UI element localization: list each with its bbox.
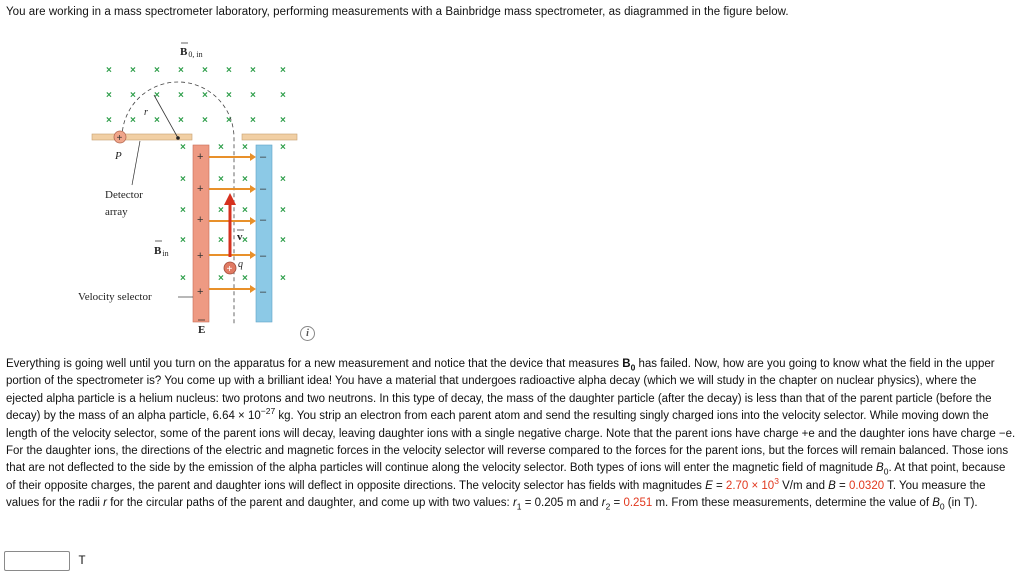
x-mark: × bbox=[106, 115, 112, 126]
velocity-selector-label: Velocity selector bbox=[78, 291, 152, 303]
detector-label-1: Detector bbox=[105, 189, 143, 201]
minus-sign: – bbox=[260, 151, 267, 163]
minus-sign: – bbox=[260, 286, 267, 298]
x-mark: × bbox=[154, 65, 160, 76]
minus-sign: – bbox=[260, 250, 267, 262]
x-mark: × bbox=[250, 65, 256, 76]
x-mark: × bbox=[280, 115, 286, 126]
detector-label-2: array bbox=[105, 206, 128, 218]
x-mark: × bbox=[280, 205, 286, 216]
x-mark: × bbox=[280, 174, 286, 185]
x-mark: × bbox=[218, 205, 224, 216]
field-arrowhead bbox=[250, 285, 256, 293]
r-label: r bbox=[144, 107, 148, 118]
x-mark: × bbox=[242, 142, 248, 153]
p-ion-plus: + bbox=[116, 133, 123, 144]
x-mark: × bbox=[242, 174, 248, 185]
answer-unit: T bbox=[78, 555, 86, 567]
x-mark: × bbox=[226, 65, 232, 76]
v-label: v bbox=[237, 231, 243, 243]
x-mark: × bbox=[250, 115, 256, 126]
intro-text: You are working in a mass spectrometer laboratory, performing measurements with a Bainbridge mass spectrometer, as diagrammed in the figure below. bbox=[6, 6, 789, 18]
bin-label: Bin bbox=[154, 245, 169, 258]
spectrometer-figure bbox=[70, 35, 320, 335]
x-mark: × bbox=[202, 65, 208, 76]
answer-row bbox=[4, 551, 85, 571]
x-mark: × bbox=[280, 235, 286, 246]
x-mark: × bbox=[180, 205, 186, 216]
x-mark: × bbox=[218, 235, 224, 246]
x-mark: × bbox=[106, 90, 112, 101]
plus-sign: + bbox=[197, 286, 204, 298]
x-mark: × bbox=[280, 65, 286, 76]
detector-pointer bbox=[132, 141, 140, 185]
plus-sign: + bbox=[197, 183, 204, 195]
x-mark: × bbox=[280, 90, 286, 101]
r2-value: 0.251 bbox=[623, 497, 653, 510]
x-mark: × bbox=[130, 115, 136, 126]
b0-label: B0, in bbox=[180, 46, 203, 59]
x-mark: × bbox=[242, 235, 248, 246]
x-mark: × bbox=[180, 273, 186, 284]
x-mark: × bbox=[178, 65, 184, 76]
e-value: $2.70 \times 10^3$ bbox=[725, 476, 779, 492]
x-mark: × bbox=[130, 65, 136, 76]
plus-sign: + bbox=[197, 250, 204, 262]
minus-sign: – bbox=[260, 183, 267, 195]
x-mark: × bbox=[180, 174, 186, 185]
center-dot bbox=[176, 136, 180, 140]
x-mark: × bbox=[154, 90, 160, 101]
q-ion-plus: + bbox=[226, 264, 233, 275]
x-mark: × bbox=[180, 142, 186, 153]
x-mark: × bbox=[218, 142, 224, 153]
problem-text: Everything is going well until you turn on the apparatus for a new measurement and notice that the device that measures $B_0$ has failed. Now, how are you going to know what the field in the upper portion of the spectrometer is? You come up with a brilliant idea! You have a material that undergoes radioactive alpha decay (which we will study in the chapter on nuclear physics), where the ejected alpha particle is a helium nucleus: two protons and two neutrons. In this type of decay, the mass of the daughter particle (after the decay) is less than that of the parent particle (before the decay) by the mass of an alpha particle, $6.64 \times 10^{-27}$ kg. You strip an electron from each parent atom and send the resulting singly charged ions into the velocity selector. While moving down the length of the velocity selector, some of the parent ions will decay, leaving daughter ions with a single negative charge. Note that the parent ions have charge +e and the daughter ions have charge −e. For the daughter ions, the directions of the electric and magnetic forces in the velocity selector will reverse compared to the forces for the parent ions, but the forces will remain balanced. Those ions that are not deflected to the side by the emission of the alpha particles will continue along the velocity selector. Both types of ions will enter the magnetic field of magnitude $B_0$. At that point, because of their opposite charges, the parent and daughter ions will deflect in opposite directions. The velocity selector has fields with magnitudes $E = 2.70 \times 10^3$ V/m and B = 0.0320 T. You measure the values for the radii r for the circular paths of the parent and daughter, and come up with two values: $r_1 = 0.205$ m and $r_2 = 0.251$ m. From these measurements, determine the value of $B_0$ (in T). bbox=[6, 358, 1016, 512]
answer-input[interactable] bbox=[4, 551, 70, 571]
x-mark: × bbox=[242, 273, 248, 284]
r1-value: 0.205 bbox=[534, 497, 564, 510]
x-mark: × bbox=[154, 115, 160, 126]
x-mark: × bbox=[218, 174, 224, 185]
x-mark: × bbox=[106, 65, 112, 76]
x-mark: × bbox=[218, 273, 224, 284]
p-label: P bbox=[115, 150, 122, 162]
field-arrowhead bbox=[250, 217, 256, 225]
x-mark: × bbox=[280, 142, 286, 153]
x-mark: × bbox=[202, 115, 208, 126]
minus-sign: – bbox=[260, 214, 267, 226]
x-mark: × bbox=[202, 90, 208, 101]
field-arrowhead bbox=[250, 153, 256, 161]
detector-plate-right bbox=[242, 134, 297, 140]
e-label: E bbox=[198, 324, 206, 335]
x-mark: × bbox=[226, 115, 232, 126]
x-mark: × bbox=[250, 90, 256, 101]
x-mark: × bbox=[130, 90, 136, 101]
plus-sign: + bbox=[197, 214, 204, 226]
x-mark: × bbox=[178, 115, 184, 126]
info-icon[interactable]: i bbox=[300, 326, 315, 341]
x-mark: × bbox=[180, 235, 186, 246]
q-label: q bbox=[238, 259, 243, 270]
field-arrowhead bbox=[250, 251, 256, 259]
b-value: 0.0320 bbox=[848, 479, 885, 492]
field-arrowhead bbox=[250, 185, 256, 193]
plus-sign: + bbox=[197, 151, 204, 163]
x-mark: × bbox=[242, 205, 248, 216]
x-mark: × bbox=[280, 273, 286, 284]
x-mark: × bbox=[178, 90, 184, 101]
x-mark: × bbox=[226, 90, 232, 101]
